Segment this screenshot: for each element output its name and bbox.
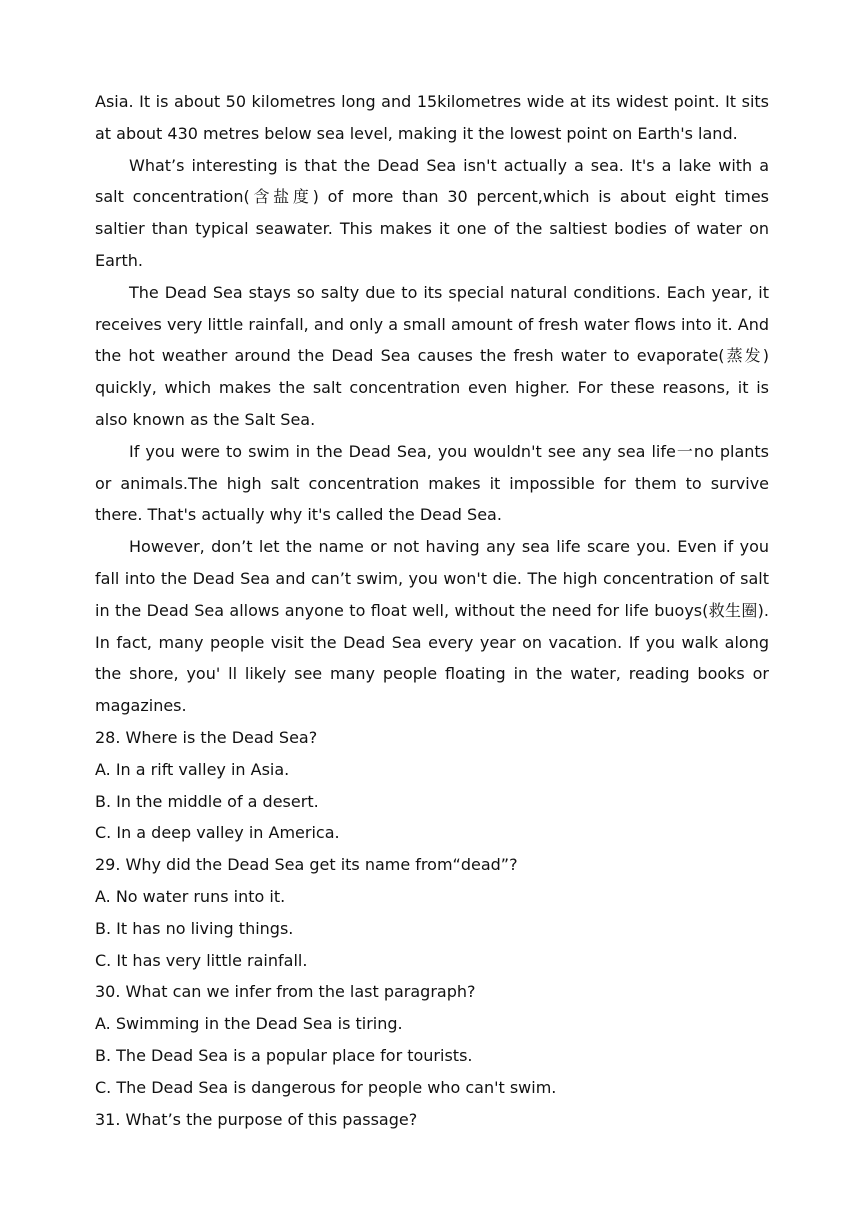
answer-option: A. No water runs into it. xyxy=(95,886,286,906)
answer-option: B. The Dead Sea is a popular place for tourists. xyxy=(95,1045,473,1065)
answer-option: B. It has no living things. xyxy=(95,918,294,938)
question-list xyxy=(95,722,769,1135)
question-30 xyxy=(95,976,769,1103)
passage-paragraph-2: What’s interesting is that the Dead Sea isn't actually a sea. It's a lake with a salt concentration(含盐度) of more than 30 percent,which is about eight times saltier than typical seawater. This makes it one of the saltiest bodies of water on Earth. xyxy=(95,155,769,270)
answer-option: A. In a rift valley in Asia. xyxy=(95,759,290,779)
question-31 xyxy=(95,1104,769,1136)
question-28 xyxy=(95,722,769,849)
question-stem: 29. Why did the Dead Sea get its name from“dead”? xyxy=(95,855,518,875)
passage-paragraph-4: If you were to swim in the Dead Sea, you wouldn't see any sea life一no plants or animals.The high salt concentration makes it impossible for them to survive there. That's actually why it's called the Dead Sea. xyxy=(95,441,769,525)
question-29 xyxy=(95,849,769,976)
document-page xyxy=(95,86,769,1135)
answer-option: A. Swimming in the Dead Sea is tiring. xyxy=(95,1014,403,1034)
question-stem: 31. What’s the purpose of this passage? xyxy=(95,1109,418,1129)
question-stem: 28. Where is the Dead Sea? xyxy=(95,727,318,747)
answer-option: C. In a deep valley in America. xyxy=(95,823,340,843)
passage-paragraph-1: Asia. It is about 50 kilometres long and 15kilometres wide at its widest point. It sits at about 430 metres below sea level, making it the lowest point on Earth's land. xyxy=(95,92,769,143)
passage-paragraph-3: The Dead Sea stays so salty due to its special natural conditions. Each year, it receives very little rainfall, and only a small amount of fresh water flows into it. And the hot weather around the Dead Sea causes the fresh water to evaporate(蒸发) quickly, which makes the salt concentration even higher. For these reasons, it is also known as the Salt Sea. xyxy=(95,282,769,429)
answer-option: C. It has very little rainfall. xyxy=(95,950,308,970)
answer-option: B. In the middle of a desert. xyxy=(95,791,319,811)
question-stem: 30. What can we infer from the last paragraph? xyxy=(95,982,476,1002)
passage-paragraph-5: However, don’t let the name or not having any sea life scare you. Even if you fall into the Dead Sea and can’t swim, you won't die. The high concentration of salt in the Dead Sea allows anyone to float well, without the need for life buoys(救生圈). In fact, many people visit the Dead Sea every year on vacation. If you walk along the shore, you' ll likely see many people floating in the water, reading books or magazines. xyxy=(95,537,769,716)
answer-option: C. The Dead Sea is dangerous for people who can't swim. xyxy=(95,1077,557,1097)
